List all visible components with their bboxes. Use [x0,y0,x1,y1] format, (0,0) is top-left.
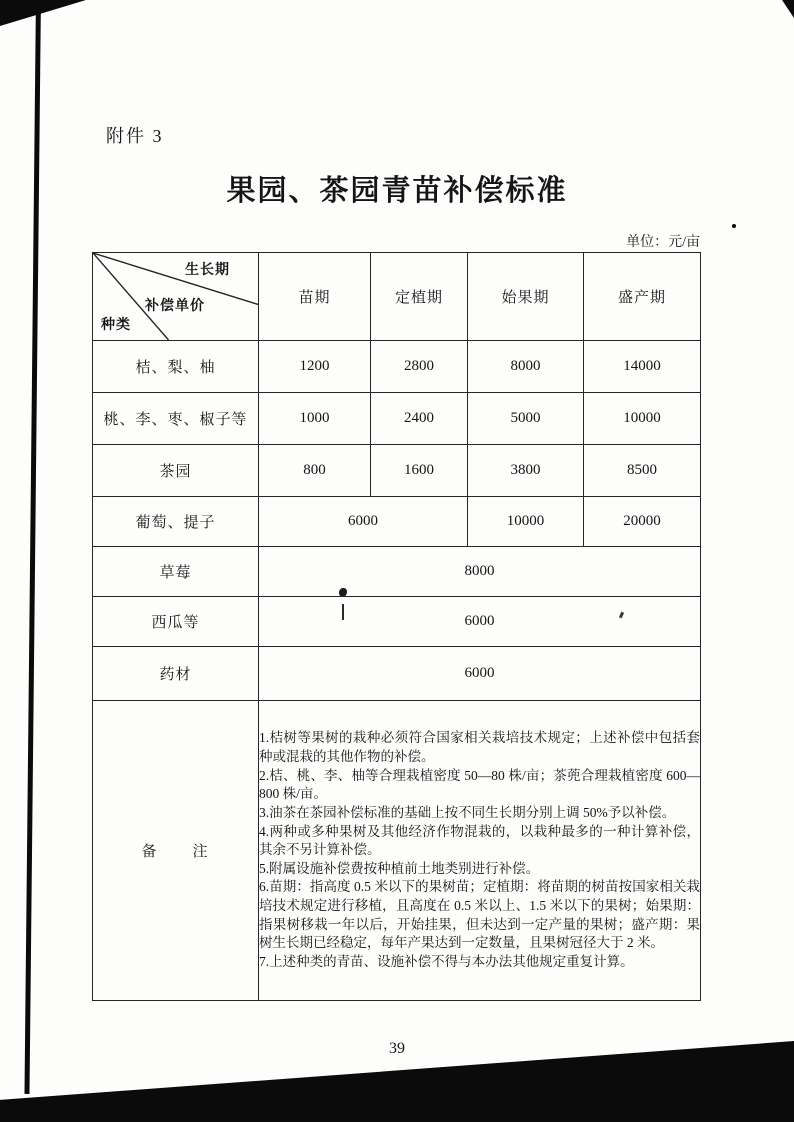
table-row [93,497,701,547]
row-label: 桃、李、枣、椒子等 [93,393,259,445]
value-cell: 8500 [584,445,701,497]
value-cell: 5000 [468,393,584,445]
row-label: 茶园 [93,445,259,497]
column-header-peak: 盛产期 [584,253,701,341]
value-cell: 1600 [371,445,468,497]
value-cell: 6000 [259,497,468,547]
value-cell: 10000 [584,393,701,445]
remark-note: 6.苗期：指高度 0.5 米以下的果树苗；定植期：将苗期的树苗按国家相关栽培技术规定进行移植，且高度在 0.5 米以上、1.5 米以下的果树；始果期：指果树移栽一年以后，开始挂果，但未达到一定产量的果树；盛产期：果树生长期已经稳定，每年产果达到一定数量，且果树冠径大于 2 米。 [259,879,700,951]
value-cell: 10000 [468,497,584,547]
table-row [93,393,701,445]
remark-note: 7.上述种类的青苗、设施补偿不得与本办法其他规定重复计算。 [259,953,634,969]
corner-label-growth-period: 生长期 [185,263,230,278]
document-title: 果园、茶园青苗补偿标准 [226,175,568,207]
value-cell: 8000 [259,547,701,597]
scan-artifact-dot [732,224,736,228]
table-row [93,597,701,647]
attachment-label: 附件 3 [106,126,164,146]
unit-note: 单位：元/亩 [626,235,700,250]
corner-label-category: 种类 [101,318,131,333]
row-label: 药材 [93,647,259,701]
remark-note: 3.油茶在茶园补偿标准的基础上按不同生长期分别上调 50%予以补偿。 [259,804,676,820]
value-cell: 6000 [259,597,701,647]
scan-artifact-top-right [782,0,794,18]
corner-cell [93,253,259,341]
row-label: 桔、梨、柚 [93,341,259,393]
value-cell: 20000 [584,497,701,547]
column-header-seedling: 苗期 [259,253,371,341]
table-row [93,445,701,497]
value-cell: 1000 [259,393,371,445]
page-number: 39 [389,1040,405,1057]
corner-label-unit-price: 补偿单价 [145,299,205,314]
table-row [93,547,701,597]
remark-note: 5.附属设施补偿费按种植前土地类别进行补偿。 [259,860,540,876]
compensation-table [92,252,701,1001]
table-row [93,341,701,393]
row-label: 西瓜等 [93,597,259,647]
row-label: 草莓 [93,547,259,597]
value-cell: 2800 [371,341,468,393]
value-cell: 6000 [259,647,701,701]
remark-note: 1.桔树等果树的栽种必须符合国家相关栽培技术规定；上述补偿中包括套种或混栽的其他作物的补偿。 [259,730,700,765]
column-header-first-fruit: 始果期 [468,253,584,341]
value-cell: 14000 [584,341,701,393]
row-label: 葡萄、提子 [93,497,259,547]
remark-note: 2.桔、桃、李、柚等合理栽植密度 50—80 株/亩；茶蔸合理栽植密度 600—800 株/亩。 [259,767,700,802]
value-cell: 8000 [468,341,584,393]
scan-artifact-left-edge [24,0,41,1094]
value-cell: 2400 [371,393,468,445]
remark-note: 4.两种或多种果树及其他经济作物混栽的，以栽种最多的一种计算补偿，其余不另计算补偿。 [259,823,700,858]
header-row [93,253,701,341]
value-cell: 1200 [259,341,371,393]
remarks-label: 备 注 [93,701,259,1001]
value-cell: 800 [259,445,371,497]
column-header-planting: 定植期 [371,253,468,341]
scan-artifact-top-left [0,0,86,26]
remarks-content [259,701,701,1001]
value-cell: 3800 [468,445,584,497]
remarks-row [93,701,701,1001]
table-row [93,647,701,701]
